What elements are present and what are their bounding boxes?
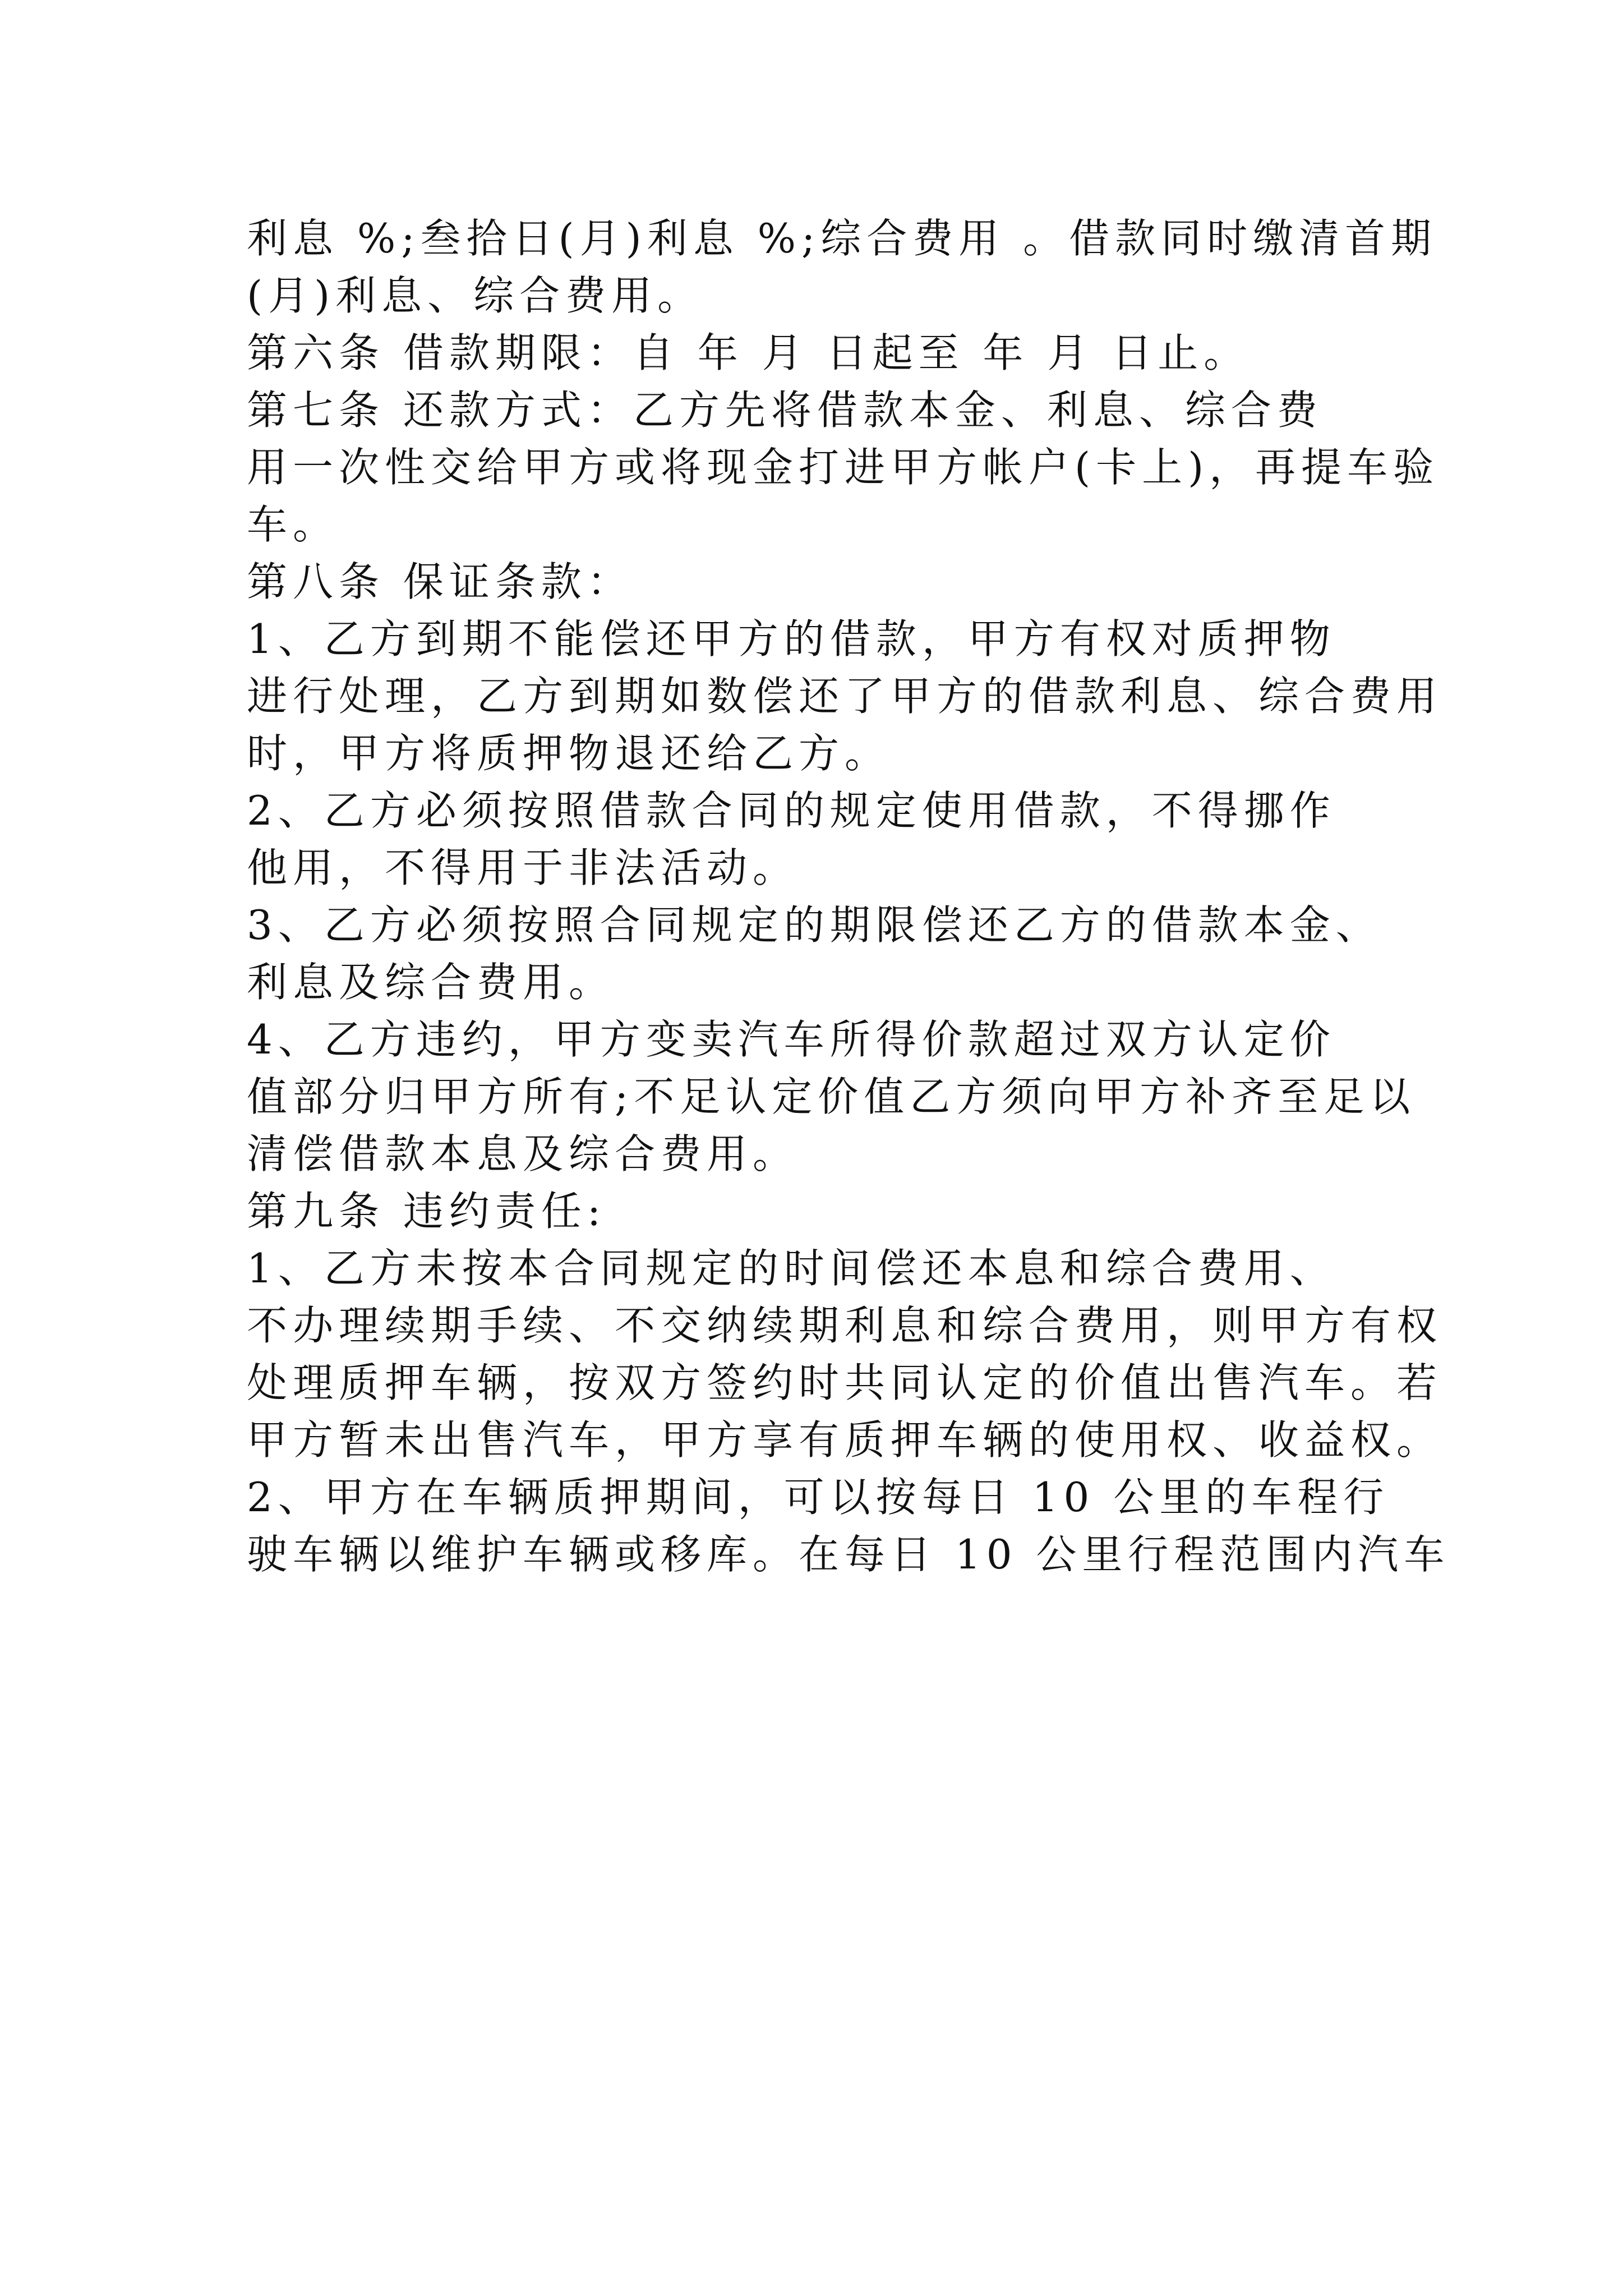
text-line-7: 第八条 保证条款： <box>247 558 633 605</box>
text-line-8: 1、乙方到期不能偿还甲方的借款，甲方有权对质押物 <box>247 615 1336 662</box>
text-line-13: 3、乙方必须按照合同规定的期限偿还乙方的借款本金、 <box>247 901 1382 949</box>
text-line-14: 利息及综合费用。 <box>247 959 615 1006</box>
text-line-10: 时，甲方将质押物退还给乙方。 <box>247 730 891 777</box>
text-line-24: 驶车辆以维护车辆或移库。在每日 10 公里行程范围内汽车 <box>247 1531 1450 1578</box>
text-line-3: 第六条 借款期限：自 年 月 日起至 年 月 日止。 <box>247 329 1250 376</box>
text-line-18: 第九条 违约责任: <box>247 1188 607 1235</box>
text-line-20: 不办理续期手续、不交纳续期利息和综合费用，则甲方有权 <box>247 1302 1443 1349</box>
text-line-9: 进行处理，乙方到期如数偿还了甲方的借款利息、综合费用 <box>247 673 1443 720</box>
text-line-6: 车。 <box>247 501 339 548</box>
text-line-1: 利息 %;叁拾日(月)利息 %;综合费用 。借款同时缴清首期 <box>247 215 1437 262</box>
text-line-17: 清偿借款本息及综合费用。 <box>247 1130 799 1177</box>
text-line-19: 1、乙方未按本合同规定的时间偿还本息和综合费用、 <box>247 1245 1336 1292</box>
text-line-23: 2、甲方在车辆质押期间，可以按每日 10 公里的车程行 <box>247 1474 1390 1521</box>
text-line-11: 2、乙方必须按照借款合同的规定使用借款，不得挪作 <box>247 787 1336 834</box>
text-line-21: 处理质押车辆，按双方签约时共同认定的价值出售汽车。若 <box>247 1359 1443 1406</box>
text-line-12: 他用，不得用于非法活动。 <box>247 844 799 891</box>
text-line-5: 用一次性交给甲方或将现金打进甲方帐户(卡上)，再提车验 <box>247 444 1440 491</box>
text-line-4: 第七条 还款方式：乙方先将借款本金、利息、综合费 <box>247 386 1323 434</box>
text-line-15: 4、乙方违约，甲方变卖汽车所得价款超过双方认定价 <box>247 1016 1336 1063</box>
text-line-16: 值部分归甲方所有;不足认定价值乙方须向甲方补齐至足以 <box>247 1073 1416 1120</box>
document-body <box>247 210 1450 1582</box>
text-line-2: (月)利息、综合费用。 <box>247 272 704 319</box>
text-line-22: 甲方暂未出售汽车，甲方享有质押车辆的使用权、收益权。 <box>247 1416 1443 1464</box>
